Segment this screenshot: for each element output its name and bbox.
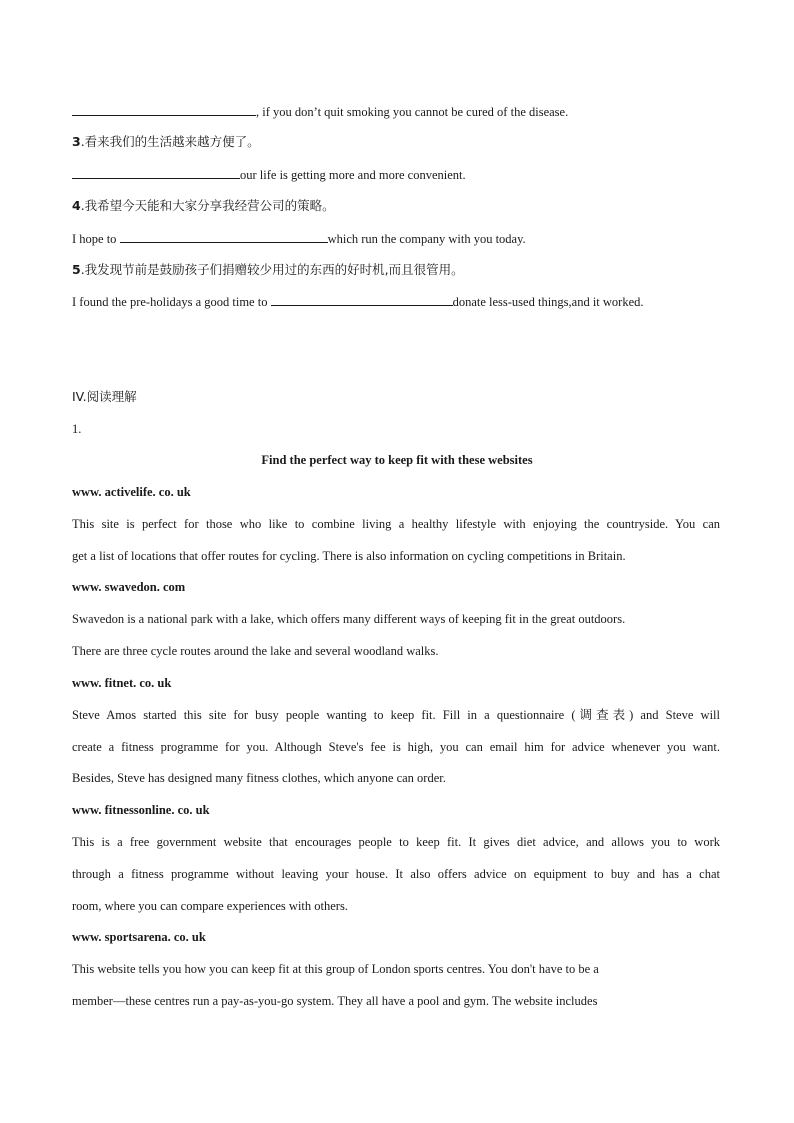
site-description-line: This site is perfect for those who like to combine living a healthy lifestyle with enjoying the countryside. You can <box>72 517 720 531</box>
passage-title: Find the perfect way to keep fit with these websites <box>261 453 533 467</box>
exercise-number: 3 <box>72 134 81 149</box>
exercise-number: 4 <box>72 198 81 213</box>
exercise-number: 5 <box>72 262 81 277</box>
section-heading: IV.阅读理解 <box>72 389 137 404</box>
exercise-4-chinese-text: .我希望今天能和大家分享我经营公司的策略。 <box>80 198 335 213</box>
site-url: www. fitnet. co. uk <box>72 676 172 690</box>
exercise-4-chinese <box>72 198 335 214</box>
site-description-line: member—these centres run a pay-as-you-go system. They all have a pool and gym. The website includes <box>72 994 598 1008</box>
site-description-line: There are three cycle routes around the lake and several woodland walks. <box>72 644 439 658</box>
answer-blank[interactable] <box>72 103 256 116</box>
site-url: www. sportsarena. co. uk <box>72 930 206 944</box>
site-description-line: through a fitness programme without leaving your house. It also offers advice on equipment to buy and has a chat <box>72 867 720 881</box>
site-url: www. fitnessonline. co. uk <box>72 803 210 817</box>
question-number: 1. <box>72 422 82 436</box>
site-description-line: Besides, Steve has designed many fitness clothes, which anyone can order. <box>72 771 446 785</box>
site-description-line: This is a free government website that encourages people to keep fit. It gives diet advice, and allows you to work <box>72 835 720 849</box>
answer-blank[interactable] <box>72 166 240 179</box>
exercise-4-english-before: I hope to <box>72 232 120 246</box>
site-description-line: This website tells you how you can keep fit at this group of London sports centres. You don't have to be a <box>72 962 599 976</box>
site-description-line: create a fitness programme for you. Although Steve's fee is high, you can email him for advice whenever you want. <box>72 740 720 754</box>
answer-blank[interactable] <box>271 293 453 306</box>
exercise-2-text: , if you don’t quit smoking you cannot be cured of the disease. <box>256 105 569 119</box>
exercise-5-english <box>72 293 644 310</box>
site-url: www. swavedon. com <box>72 580 186 594</box>
exercise-5-english-before: I found the pre-holidays a good time to <box>72 295 271 309</box>
exercise-4-english <box>72 230 526 247</box>
site-description-line: Swavedon is a national park with a lake, which offers many different ways of keeping fit in the great outdoors. <box>72 612 626 626</box>
exercise-4-english-after: which run the company with you today. <box>327 232 526 246</box>
exercise-3-chinese <box>72 134 260 150</box>
exercise-5-english-after: donate less-used things,and it worked. <box>452 295 644 309</box>
site-description-line: Steve Amos started this site for busy people wanting to keep fit. Fill in a questionnaire (调查表) and Steve will <box>72 708 720 722</box>
exercise-3-english <box>72 166 466 183</box>
exercise-5-chinese <box>72 262 464 278</box>
site-url: www. activelife. co. uk <box>72 485 191 499</box>
exercise-3-chinese-text: .看来我们的生活越来越方便了。 <box>80 134 260 149</box>
exercise-2-english <box>72 103 568 120</box>
site-description-line: get a list of locations that offer routes for cycling. There is also information on cycling competitions in Britain. <box>72 549 626 563</box>
exercise-3-english-text: our life is getting more and more convenient. <box>240 168 466 182</box>
site-description-line: room, where you can compare experiences with others. <box>72 899 348 913</box>
exercise-5-chinese-text: .我发现节前是鼓励孩子们捐赠较少用过的东西的好时机,而且很管用。 <box>80 262 464 277</box>
answer-blank[interactable] <box>120 230 328 243</box>
